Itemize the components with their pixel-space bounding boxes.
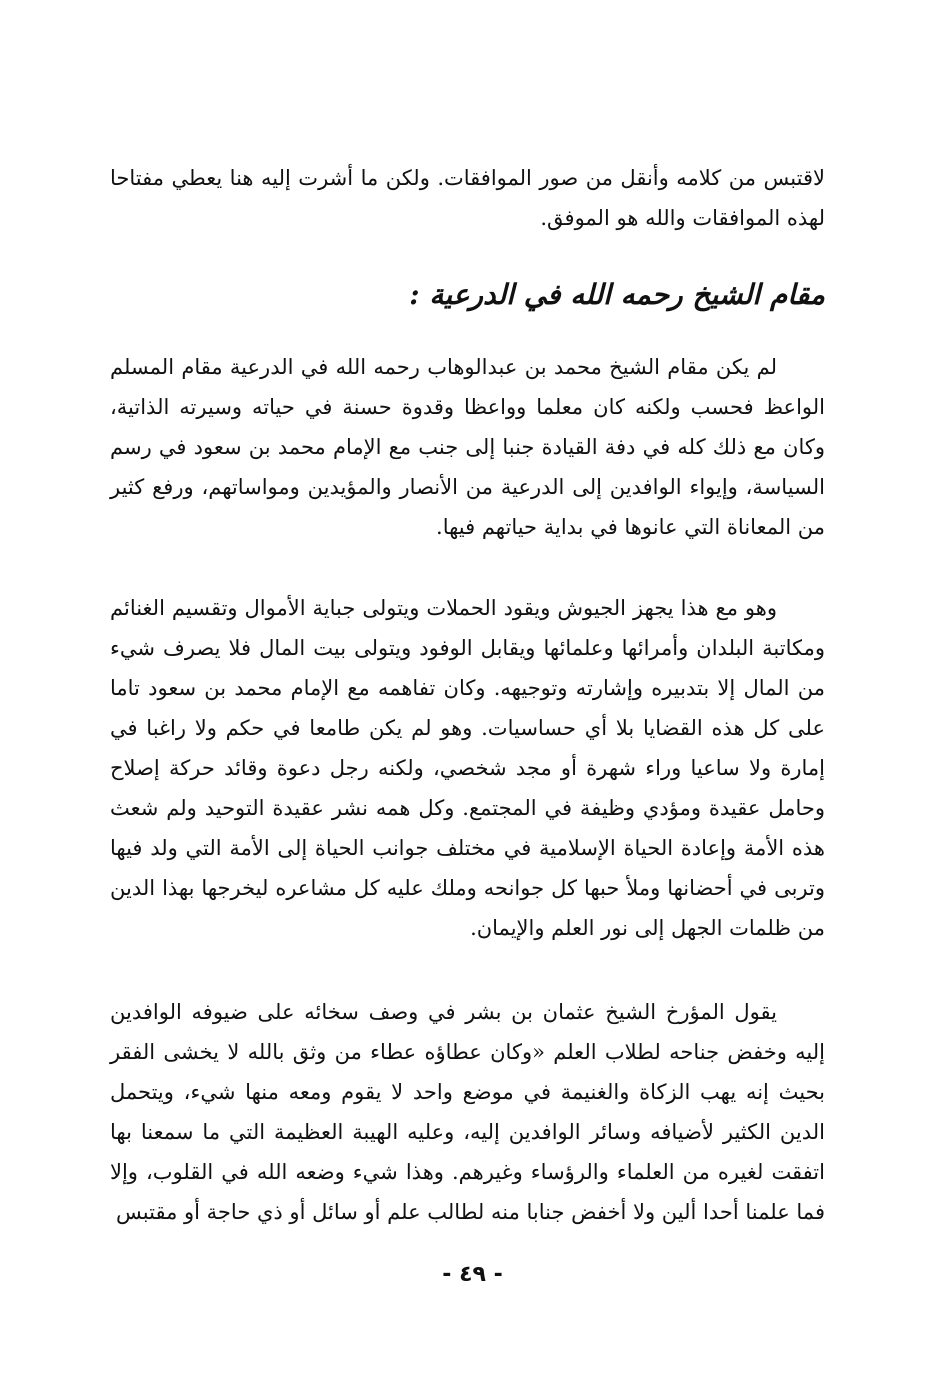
paragraph-3 (110, 992, 825, 1232)
intro-paragraph: لاقتبس من كلامه وأنقل من صور الموافقات. ولكن ما أشرت إليه هنا يعطي مفتاحا لهذه الموافقات والله هو الموفق. (110, 166, 825, 230)
section-heading: مقام الشيخ رحمه الله في الدرعية : (409, 278, 825, 311)
paragraph-1 (110, 347, 825, 547)
paragraph-1-text: لم يكن مقام الشيخ محمد بن عبدالوهاب رحمه الله في الدرعية مقام المسلم الواعظ فحسب ولكنه كان معلما وواعظا وقدوة حسنة في حياته وسيرته الذاتية، وكان مع ذلك كله في دفة القيادة جنبا إلى جنب مع الإمام محمد بن سعود في رسم السياسة، وإيواء الوافدين إلى الدرعية من الأنصار والمؤيدين ومواساتهم، ورفع كثير من المعاناة التي عانوها في بداية حياتهم فيها. (110, 355, 825, 539)
paragraph-2 (110, 588, 825, 948)
paragraph-3-text: يقول المؤرخ الشيخ عثمان بن بشر في وصف سخائه على ضيوفه الوافدين إليه وخفض جناحه لطلاب العلم «وكان عطاؤه عطاء من وثق بالله لا يخشى الفقر بحيث إنه يهب الزكاة والغنيمة في موضع واحد لا يقوم ومعه منها شيء، ويتحمل الدين الكثير لأضيافه وسائر الوافدين إليه، وعليه الهيبة العظيمة التي ما سمعنا بها اتفقت لغيره من العلماء والرؤساء وغيرهم. وهذا شيء وضعه الله في القلوب، وإلا فما علمنا أحدا ألين ولا أخفض جنابا منه لطالب علم أو سائل أو ذي حاجة أو مقتبس (110, 1000, 825, 1224)
paragraph-2-text: وهو مع هذا يجهز الجيوش ويقود الحملات ويتولى جباية الأموال وتقسيم الغنائم ومكاتبة البلدان وأمرائها وعلمائها ويقابل الوفود ويتولى بيت المال فلا يصرف شيء من المال إلا بتدبيره وإشارته وتوجيهه. وكان تفاهمه مع الإمام محمد بن سعود تاما على كل هذه القضايا بلا أي حساسيات. وهو لم يكن طامعا في حكم ولا راغبا في إمارة ولا ساعيا وراء شهرة أو مجد شخصي، ولكنه رجل دعوة وقائد حركة إصلاح وحامل عقيدة ومؤدي وظيفة في المجتمع. وكل همه نشر عقيدة التوحيد ولم شعث هذه الأمة وإعادة الحياة الإسلامية في مختلف جوانب الحياة إلى الأمة التي ولد فيها وتربى في أحضانها وملأ حبها كل جوانحه وملك عليه كل مشاعره ليخرجها بهذا الدين من ظلمات الجهل إلى نور العلم والإيمان. (110, 596, 825, 940)
page-number: - ٤٩ - (442, 1262, 503, 1287)
